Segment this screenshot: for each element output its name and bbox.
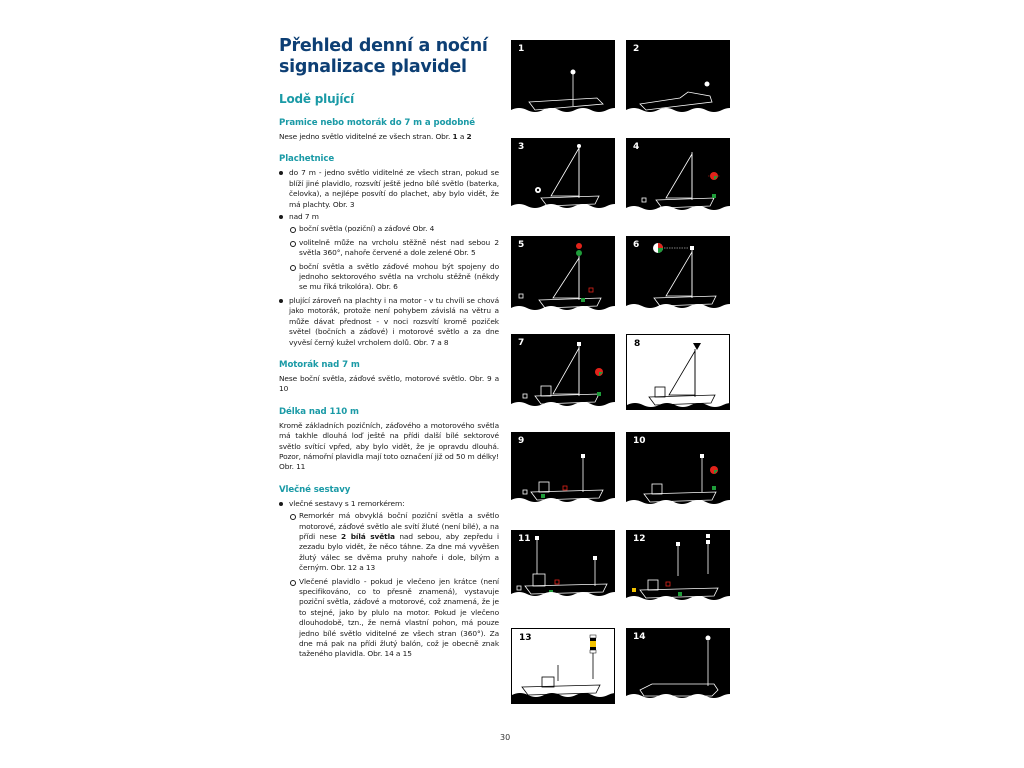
sailboat-running-lights-illustration: [626, 138, 730, 214]
figure-5: [511, 236, 615, 312]
sublist-item: Vlečené plavidlo - pokud je vlečeno jen krátce (není specifikováno, co to přesně znamená), vystavuje poziční světla, záďové a motorové, což znamená, že je to stejné, jako by plulo na motor. Pokud je vlečeno dlouhodobě, tzn., že nemá vlastní pohon, má pouze jedno bílé světlo viditelné ze všech stran (360°). Za dne má pak na přídi žlutý balón, což je obecně znak taženého plavidla. Obr. 14 a 15: [289, 577, 499, 660]
heading-towing: Vlečné sestavy: [279, 484, 351, 495]
figure-number: 9: [518, 436, 525, 446]
page-title-line-1: Přehled denní a noční: [279, 36, 488, 56]
list-item: nad 7 m boční světla (poziční) a záďové Obr. 4 volitelně může na vrcholu stěžně nést nad sebou 2 světla 360°, nahoře červené a dole zelené Obr. 5 boční světla a světlo záďové mohou být spojeny do jednoho sektorového světla na vrcholu stěžně (někdy se mu říká trikolóra). Obr. 6: [279, 212, 499, 293]
figure-number: 1: [518, 44, 525, 54]
motorsailer-day-illustration: [627, 335, 730, 410]
text-small-boats: Nese jedno světlo viditelné ze všech stran. Obr. 1 a 2: [279, 132, 472, 141]
figure-9: [511, 432, 615, 508]
figure-number: 14: [633, 632, 646, 642]
figure-11: [511, 530, 615, 606]
heading-long-vessel: Délka nad 110 m: [279, 406, 359, 417]
figure-number: 4: [633, 142, 640, 152]
sublist-item: Remorkér má obvyklá boční poziční světla a světlo motorové, záďové světlo ale svítí žluté (není bílé), a na přídi nese 2 bílá světla nad sebou, aby zepředu i zezadu bylo vidět, že něco táhne. Za dne má vyvěšen žlutý válec se dvěma pruhy nahoře i dole, bílým a černým. Obr. 12 a 13: [289, 511, 499, 573]
sailboat-mast-lights-illustration: [511, 236, 615, 312]
figure-10: [626, 432, 730, 508]
figure-12: [626, 530, 730, 606]
list-item: vlečné sestavy s 1 remorkérem: Remorkér má obvyklá boční poziční světla a světlo motorové, záďové světlo ale svítí žluté (není bílé), a na přídi nese 2 bílá světla nad sebou, aby zepředu i zezadu bylo vidět, že něco táhne. Za dne má vyvěšen žlutý válec se dvěma pruhy nahoře i dole, bílým a černým. Obr. 12 a 13 Vlečené plavidlo - pokud je vlečeno jen krátce (není specifikováno, co to přesně znamená), vystavuje poziční světla, záďové a motorové, což znamená, že je to stejné, jako by plulo na motor. Pokud je vlečeno dlouhodobě, tzn., že nemá vlastní pohon, má pouze jedno bílé světlo viditelné ze všech stran (360°). Za dne má pak na přídi žlutý balón, což je obecně znak taženého plavidla. Obr. 14 a 15: [279, 499, 499, 660]
figure-number: 8: [634, 339, 641, 349]
list-towing: [279, 499, 499, 660]
figure-number: 11: [518, 534, 531, 544]
figure-4: [626, 138, 730, 214]
sailboat-tricolor-illustration: [626, 236, 730, 312]
heading-sailboats: Plachetnice: [279, 154, 335, 165]
page-title: [279, 36, 499, 78]
figure-13: [511, 628, 615, 704]
section-subtitle: Lodě plující: [279, 92, 355, 106]
figure-7: [511, 334, 615, 410]
sublist-item: volitelně může na vrcholu stěžně nést nad sebou 2 světla 360°, nahoře červené a dole zelené Obr. 5: [289, 238, 499, 259]
figure-6: [626, 236, 730, 312]
page-number: 30: [500, 733, 511, 742]
text-long-vessel: Kromě základních pozičních, záďového a motorového světla má takhle dlouhá loď ještě na přídi další bílé sektorové světlo svítící vpřed, aby bylo vidět, že je opravdu dlouhá. Pozor, námořní plavidla mají toto označení již od 50 m délky! Obr. 11: [279, 420, 499, 472]
heading-motorboat: Motorák nad 7 m: [279, 359, 360, 370]
text-column: [279, 36, 499, 663]
sailboat-small-illustration: [511, 138, 615, 214]
page-title-line-2: signalizace plavidel: [279, 57, 467, 77]
figure-number: 6: [633, 240, 640, 250]
sublist: [289, 511, 499, 660]
figure-14: [626, 628, 730, 704]
motorsailer-night-illustration: [511, 334, 615, 410]
figure-number: 13: [519, 633, 532, 643]
list-sailboats: [279, 168, 499, 348]
rowboat-night-illustration: [511, 40, 615, 116]
figure-number: 3: [518, 142, 525, 152]
sublist-item: boční světla (poziční) a záďové Obr. 4: [289, 224, 499, 234]
figure-number: 2: [633, 44, 640, 54]
figure-number: 7: [518, 338, 525, 348]
figure-2: [626, 40, 730, 116]
sublist-item: boční světla a světlo záďové mohou být spojeny do jednoho sektorového světla na vrcholu stěžně (někdy se mu říká trikolóra). Obr. 6: [289, 262, 499, 293]
list-item: do 7 m - jedno světlo viditelné ze všech stran, pokud se blíží jiné plavidlo, rozsvítí ještě jedno bílé světlo (baterka, čelovka), a nejlépe posvítí do plachet, aby bylo vidět, že má plachty. Obr. 3: [279, 168, 499, 210]
sublist: [289, 224, 499, 292]
list-item: plující zároveň na plachty i na motor - v tu chvíli se chová jako motorák, protože není pohybem závislá na větru a může dávat přednost - v noci rozsvítí kromě poziček světel (bočních a záďové) i motorové světlo a za dne vyvěsí černý kužel vrcholem dolů. Obr. 7 a 8: [279, 296, 499, 348]
figure-number: 5: [518, 240, 525, 250]
motorboat-over-7m-side-illustration: [511, 432, 615, 508]
figure-number: 10: [633, 436, 646, 446]
figure-1: [511, 40, 615, 116]
figure-8: [626, 334, 730, 410]
figure-number: 12: [633, 534, 646, 544]
heading-small-boats: Pramice nebo motorák do 7 m a podobné: [279, 118, 476, 128]
figure-3: [511, 138, 615, 214]
text-motorboat: Nese boční světla, záďové světlo, motorové světlo. Obr. 9 a 10: [279, 373, 499, 394]
